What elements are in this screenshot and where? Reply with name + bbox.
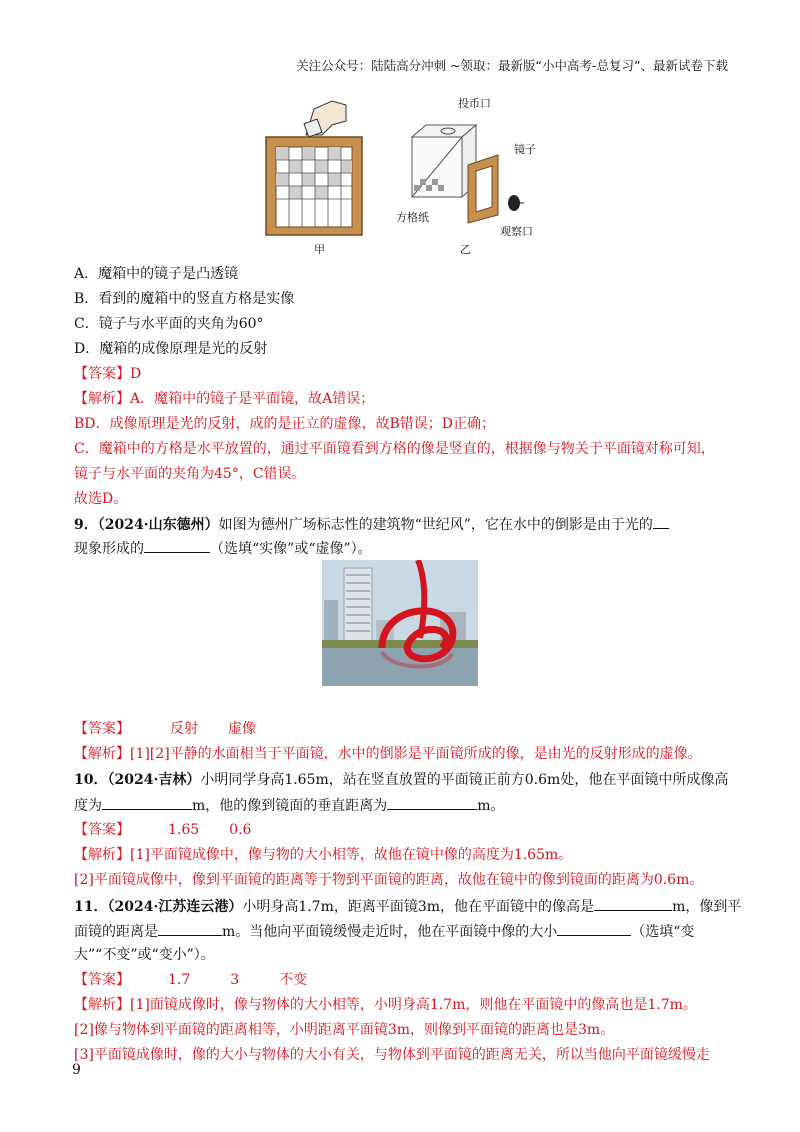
q10-source: （2024·吉林） <box>107 772 201 788</box>
q11-blank-1 <box>594 896 672 911</box>
q11-analysis-1 <box>74 995 697 1015</box>
q8-answer <box>74 364 141 384</box>
q8-option-a: A．魔箱中的镜子是凸透镜 <box>74 266 239 282</box>
q11-stem-text-2a: 面镜的距离是 <box>74 924 158 940</box>
q8-analysis-1 <box>74 389 374 409</box>
q11-stem-text-1a: 小明身高1.7m，距离平面镜3m，他在平面镜中的像高是 <box>242 899 595 915</box>
q11-blank-2 <box>158 921 222 936</box>
q8-analysis-text-1: A．魔箱中的镜子是平面镜，故A错误； <box>130 391 375 407</box>
q8-analysis-3: C．魔箱中的方格是水平放置的，通过平面镜看到方格的像是竖直的，根据像与物关于平面镜对称可知， <box>74 441 715 457</box>
analysis-tag: 【解析】 <box>74 391 130 407</box>
q10-stem-text-1: 小明同学身高1.65m，站在竖直放置的平面镜正前方0.6m处，他在平面镜中所成像高 <box>200 772 729 788</box>
figure-label-yi: 乙 <box>460 243 471 256</box>
q9-stem-text-2a: 现象形成的 <box>74 541 144 557</box>
answer-tag: 【答案】 <box>74 822 130 838</box>
q8-analysis-5: 故选D。 <box>74 491 128 507</box>
q9-analysis <box>74 744 702 764</box>
q11-stem-text-2b: m。当他向平面镜缓慢走近时，他在平面镜中像的大小 <box>222 924 558 940</box>
q9-stem-2 <box>74 538 372 559</box>
q8-analysis-4 <box>74 464 306 484</box>
figure-label-eyehole: 观察口 <box>500 225 533 238</box>
analysis-tag: 【解析】 <box>74 746 130 762</box>
q9-stem-1 <box>74 514 669 535</box>
q11-answer <box>74 970 307 990</box>
page-header: 关注公众号：陆陆高分冲刺 ~领取：最新版“小中高考-总复习”、最新试卷下载 <box>296 58 728 73</box>
q11-analysis-2: [2]像与物体到平面镜的距离相等，小明距离平面镜3m，则像到平面镜的距离也是3m。 <box>74 1022 615 1038</box>
q11-analysis-text-1: [1]面镜成像时，像与物体的大小相等，小明身高1.7m，则他在平面镜中的像高也是1.7m。 <box>130 997 697 1013</box>
q9-answer <box>74 719 256 739</box>
q9-source: （2024·山东德州） <box>97 517 219 533</box>
analysis-tag: 【解析】 <box>74 847 130 863</box>
q11-answer-2: 3 <box>230 972 240 988</box>
q10-stem-text-2b: m，他的像到镜面的垂直距离为 <box>192 798 388 814</box>
q11-stem-text-1b: m，像到平 <box>672 899 742 915</box>
q10-analysis-1 <box>74 845 572 865</box>
q11-answer-3: 不变 <box>279 972 308 988</box>
q9-stem-text-2b: （选填“实像”或“虚像”）。 <box>210 541 372 557</box>
q9-number: 9． <box>74 517 98 533</box>
q10-answer <box>74 820 251 840</box>
q8-analysis-2: BD．成像原理是光的反射，成的是正立的虚像，故B错误；D正确； <box>74 416 496 432</box>
page-number: 9 <box>72 1062 81 1078</box>
answer-tag: 【答案】 <box>74 972 130 988</box>
q11-source: （2024·江苏连云港） <box>107 899 243 915</box>
century-wind-photo <box>322 560 478 686</box>
q10-blank-2 <box>387 795 477 810</box>
magic-box-figure <box>262 95 562 255</box>
q11-stem-1 <box>74 896 741 917</box>
q11-stem-2 <box>74 921 694 942</box>
q9-answer-2: 虚像 <box>228 721 256 737</box>
q10-stem-2 <box>74 795 505 816</box>
q11-answer-1: 1.7 <box>168 972 191 988</box>
figure-label-jia: 甲 <box>314 243 325 256</box>
q8-option-d: D．魔箱的成像原理是光的反射 <box>74 341 268 357</box>
q11-stem-3: 大”“不变”或“变小”）。 <box>74 947 215 963</box>
q10-answer-2: 0.6 <box>229 822 252 838</box>
q9-analysis-text: [1][2]平静的水面相当于平面镜，水中的倒影是平面镜所成的像，是由光的反射形成的虚像。 <box>130 746 702 762</box>
q9-blank-1 <box>653 514 669 529</box>
analysis-tag: 【解析】 <box>74 997 130 1013</box>
q8-option-c-text: C．镜子与水平面的夹角为 <box>74 316 239 332</box>
q10-answer-1: 1.65 <box>168 822 200 838</box>
q8-option-b: B．看到的魔箱中的竖直方格是实像 <box>74 291 295 307</box>
q8-option-c-angle: 60° <box>238 316 264 332</box>
q8-analysis-4a: 镜子与水平面的夹角为 <box>74 466 214 482</box>
q10-stem-1 <box>74 770 728 790</box>
q10-analysis-2: [2]平面镜成像中，像到平面镜的距离等于物到平面镜的距离，故他在镜中的像到镜面的距离为0.6m。 <box>74 872 704 888</box>
answer-tag: 【答案】 <box>74 721 130 737</box>
answer-tag: 【答案】 <box>74 366 130 382</box>
q10-number: 10． <box>74 772 108 788</box>
q9-blank-2 <box>144 538 210 553</box>
q8-analysis-4b: ，C错误。 <box>238 466 306 482</box>
q11-stem-text-2c: （选填“变 <box>631 924 695 940</box>
q8-answer-value: D <box>130 366 142 382</box>
q8-analysis-angle: 45° <box>214 466 239 482</box>
q10-stem-text-2a: 度为 <box>74 798 102 814</box>
figure-label-mirror: 镜子 <box>514 143 536 156</box>
q8-option-c <box>74 314 264 334</box>
q10-analysis-text-1: [1]平面镜成像中，像与物的大小相等，故他在镜中像的高度为1.65m。 <box>130 847 573 863</box>
figure-label-coin-slot: 投币口 <box>458 97 491 110</box>
figure-label-grid-paper: 方格纸 <box>396 211 429 224</box>
q9-answer-1: 反射 <box>170 721 198 737</box>
q11-blank-3 <box>557 921 631 936</box>
q11-analysis-3: [3]平面镜成像时，像的大小与物体的大小有关，与物体到平面镜的距离无关，所以当他向平面镜缓慢走 <box>74 1047 710 1063</box>
q11-number: 11． <box>74 899 108 915</box>
q10-stem-text-2c: m。 <box>477 798 505 814</box>
q9-stem-text-1: 如图为德州广场标志性的建筑物“世纪风”，它在水中的倒影是由于光的 <box>218 517 653 533</box>
q10-blank-1 <box>102 795 192 810</box>
